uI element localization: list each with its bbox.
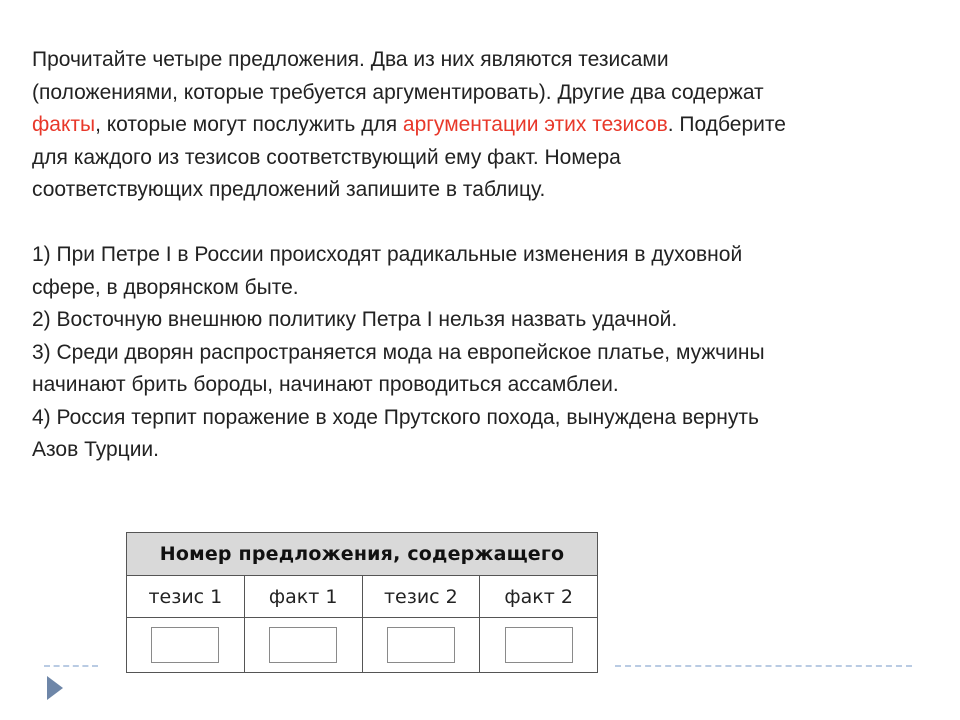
instruction-line: (положениями, которые требуется аргументировать). Другие два содержат <box>32 80 764 104</box>
instruction-line: соответствующих предложений запишите в таблицу. <box>32 178 546 201</box>
highlight-facts: факты <box>32 113 96 136</box>
answer-cell <box>127 618 245 673</box>
sentence-1-line-1: 1) При Петре I в России происходят радикальные изменения в духовной <box>32 243 743 266</box>
answer-table <box>126 532 598 673</box>
instruction-fragment: , которые могут послужить для <box>95 113 403 136</box>
sentence-3-line-1: 3) Среди дворян распространяется мода на европейское платье, мужчины <box>32 340 765 364</box>
sentence-1-line-2: сфере, в дворянском быте. <box>32 275 299 299</box>
sentence-4-line-1: 4) Россия терпит поражение в ходе Прутского похода, вынуждена вернуть <box>32 405 759 429</box>
instruction-fragment: . Подберите <box>667 113 786 136</box>
answer-cell <box>244 618 362 673</box>
highlight-argumentation: аргументации этих тезисов <box>402 113 668 136</box>
sentence-4-line-2: Азов Турции. <box>32 438 159 461</box>
sentence-2: 2) Восточную внешнюю политику Петра I нельзя назвать удачной. <box>32 308 678 331</box>
sentence-3-line-2: начинают брить бороды, начинают проводиться ассамблеи. <box>32 373 619 396</box>
column-fact-1: факт 1 <box>244 576 362 618</box>
instruction-line: Прочитайте четыре предложения. Два из них являются тезисами <box>32 48 669 71</box>
column-thesis-2: тезис 2 <box>362 576 480 618</box>
table-header: Номер предложения, содержащего <box>127 533 598 576</box>
column-thesis-1: тезис 1 <box>127 576 245 618</box>
answer-cell <box>480 618 598 673</box>
task-text <box>32 44 922 467</box>
answer-input-fact-2[interactable] <box>505 627 573 663</box>
answer-cell <box>362 618 480 673</box>
spacer <box>32 207 922 240</box>
answer-input-thesis-1[interactable] <box>151 627 219 663</box>
instruction-line <box>32 109 922 142</box>
divider-left <box>44 665 98 667</box>
instruction-line: для каждого из тезисов соответствующий ему факт. Номера <box>32 145 621 169</box>
answer-input-thesis-2[interactable] <box>387 627 455 663</box>
column-fact-2: факт 2 <box>480 576 598 618</box>
divider-right <box>615 665 912 667</box>
play-arrow-icon[interactable] <box>47 676 63 700</box>
answer-input-fact-1[interactable] <box>269 627 337 663</box>
